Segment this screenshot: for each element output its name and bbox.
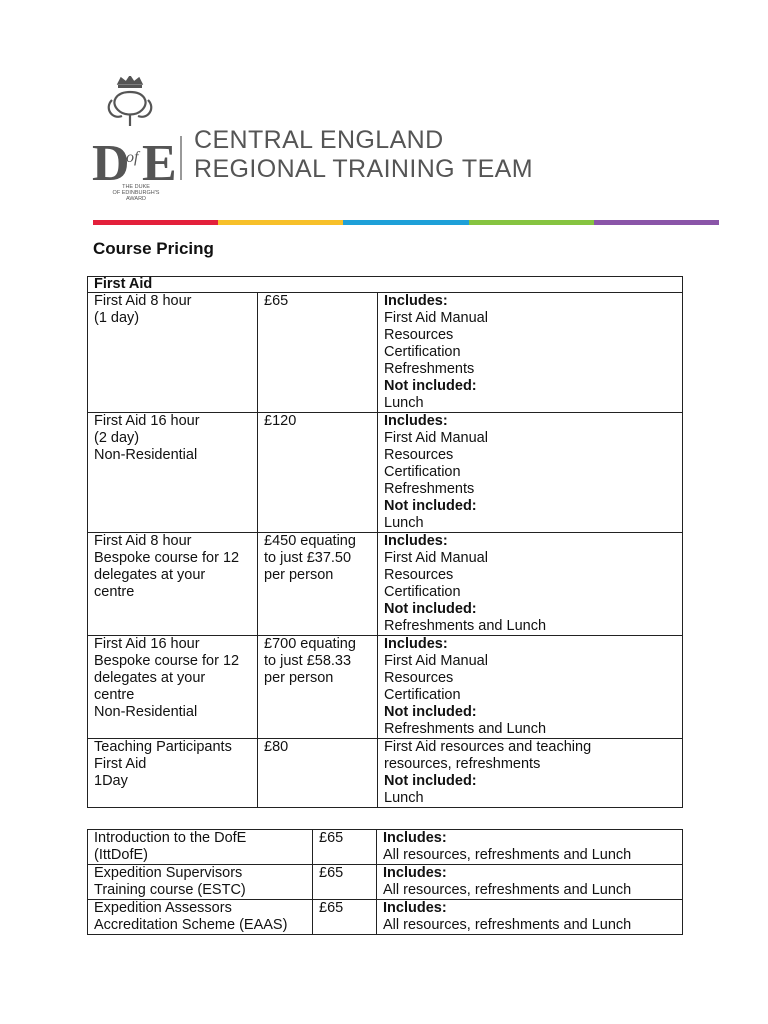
detail-item: Certification	[384, 687, 461, 703]
course-name	[88, 413, 258, 533]
course-name-line: (2 day)	[94, 430, 140, 446]
detail-item: First Aid Manual	[384, 430, 488, 446]
color-stripe-segment	[218, 220, 343, 225]
course-name-line: centre	[94, 687, 135, 703]
course-price-line: £120	[264, 413, 297, 429]
course-name-line: Teaching Participants	[94, 739, 232, 755]
course-name-line: Bespoke course for 12	[94, 550, 240, 566]
table-row	[88, 533, 683, 636]
course-name-line: Non-Residential	[94, 447, 198, 463]
course-name-line: First Aid 8 hour	[94, 533, 192, 549]
detail-item: Refreshments	[384, 481, 475, 497]
course-price-line: to just £37.50	[264, 550, 352, 566]
course-price	[313, 830, 377, 865]
course-price-line: per person	[264, 567, 334, 583]
course-name	[88, 865, 313, 900]
course-price-line: £65	[319, 900, 344, 916]
course-price	[313, 900, 377, 935]
table-row	[88, 413, 683, 533]
detail-item: Lunch	[384, 395, 424, 411]
table-row	[88, 739, 683, 808]
course-details	[378, 636, 683, 739]
course-price-line: per person	[264, 670, 334, 686]
course-name-line: First Aid	[94, 756, 147, 772]
detail-item: First Aid Manual	[384, 653, 488, 669]
course-name	[88, 533, 258, 636]
detail-label: Includes:	[384, 293, 448, 309]
detail-label: Includes:	[383, 830, 447, 846]
detail-item: First Aid Manual	[384, 310, 488, 326]
detail-item: All resources, refreshments and Lunch	[383, 847, 632, 863]
detail-label: Includes:	[383, 865, 447, 881]
logo-of: of	[126, 149, 139, 166]
crown-icon	[118, 76, 142, 88]
detail-label: Not included:	[384, 378, 477, 394]
course-name-line: delegates at your	[94, 670, 206, 686]
course-details	[377, 865, 683, 900]
course-name-line: Training course (ESTC)	[94, 882, 246, 898]
page-title: Course Pricing	[93, 239, 214, 258]
detail-item: Certification	[384, 464, 461, 480]
detail-label: Not included:	[384, 704, 477, 720]
detail-label: Not included:	[384, 601, 477, 617]
detail-item: Resources	[384, 327, 454, 343]
table-row	[88, 636, 683, 739]
detail-item: Refreshments	[384, 361, 475, 377]
detail-item: First Aid resources and teaching	[384, 739, 592, 755]
course-price-line: £65	[319, 830, 344, 846]
detail-label: Not included:	[384, 498, 477, 514]
logo-letter-e: E	[142, 135, 177, 192]
course-details	[378, 413, 683, 533]
header	[90, 76, 533, 200]
detail-label: Includes:	[384, 533, 448, 549]
color-stripe-segment	[93, 220, 218, 225]
course-details	[378, 293, 683, 413]
detail-item: resources, refreshments	[384, 756, 541, 772]
course-price-line: £65	[319, 865, 344, 881]
detail-item: Lunch	[384, 515, 424, 531]
course-name-line: First Aid 16 hour	[94, 413, 200, 429]
course-price	[258, 413, 378, 533]
course-price-line: £450 equating	[264, 533, 356, 549]
detail-item: Refreshments and Lunch	[384, 721, 547, 737]
course-price-line: £700 equating	[264, 636, 356, 652]
logo-letters: D	[92, 135, 130, 192]
course-name-line: (IttDofE)	[94, 847, 148, 863]
detail-item: Certification	[384, 584, 461, 600]
detail-item: Certification	[384, 344, 461, 360]
course-name-line: 1Day	[94, 773, 128, 789]
table-section-header	[88, 277, 683, 293]
course-name	[88, 830, 313, 865]
detail-item: Resources	[384, 447, 454, 463]
course-name	[88, 293, 258, 413]
course-name-line: Bespoke course for 12	[94, 653, 240, 669]
detail-label: Includes:	[384, 413, 448, 429]
table-row	[88, 830, 683, 865]
detail-item: First Aid Manual	[384, 550, 488, 566]
org-name-line1: CENTRAL ENGLAND	[194, 126, 444, 154]
org-name-line2: REGIONAL TRAINING TEAM	[194, 155, 533, 183]
course-details	[378, 533, 683, 636]
course-name-line: delegates at your	[94, 567, 206, 583]
course-name	[88, 636, 258, 739]
knot-icon	[109, 92, 152, 126]
course-name-line: (1 day)	[94, 310, 140, 326]
course-name-line: Introduction to the DofE	[94, 830, 247, 846]
course-details	[377, 900, 683, 935]
logo-subtitle-2: OF EDINBURGH'S	[112, 190, 160, 196]
detail-item: Resources	[384, 567, 454, 583]
detail-item: Resources	[384, 670, 454, 686]
course-name-line: First Aid 8 hour	[94, 293, 192, 309]
color-stripe-segment	[469, 220, 594, 225]
color-stripe-segment	[594, 220, 719, 225]
detail-item: Refreshments and Lunch	[384, 618, 547, 634]
detail-label: Includes:	[383, 900, 447, 916]
course-price	[258, 636, 378, 739]
course-name-line: Non-Residential	[94, 704, 198, 720]
table-row	[88, 865, 683, 900]
dofe-logo	[90, 76, 182, 200]
course-price	[258, 533, 378, 636]
detail-item: Lunch	[384, 790, 424, 806]
course-name-line: Expedition Assessors	[94, 900, 232, 916]
table-row	[88, 293, 683, 413]
color-stripe-segment	[343, 220, 468, 225]
course-price	[258, 739, 378, 808]
course-details	[377, 830, 683, 865]
course-price-line: £65	[264, 293, 289, 309]
training-pricing-table	[87, 829, 683, 935]
course-name-line: Expedition Supervisors	[94, 865, 243, 881]
course-price	[313, 865, 377, 900]
course-price	[258, 293, 378, 413]
logo-subtitle-3: AWARD	[125, 196, 147, 200]
course-name-line: centre	[94, 584, 135, 600]
detail-label: Not included:	[384, 773, 477, 789]
detail-item: All resources, refreshments and Lunch	[383, 917, 632, 933]
color-stripe	[93, 220, 719, 225]
course-name-line: Accreditation Scheme (EAAS)	[94, 917, 288, 933]
course-name	[88, 900, 313, 935]
course-price-line: £80	[264, 739, 289, 755]
first-aid-pricing-table	[87, 276, 683, 808]
logo-subtitle-1: THE DUKE	[122, 184, 150, 190]
detail-item: All resources, refreshments and Lunch	[383, 882, 632, 898]
course-name	[88, 739, 258, 808]
course-name-line: First Aid 16 hour	[94, 636, 200, 652]
section-title: First Aid	[88, 277, 683, 293]
course-price-line: to just £58.33	[264, 653, 352, 669]
course-details	[378, 739, 683, 808]
table-row	[88, 900, 683, 935]
detail-label: Includes:	[384, 636, 448, 652]
